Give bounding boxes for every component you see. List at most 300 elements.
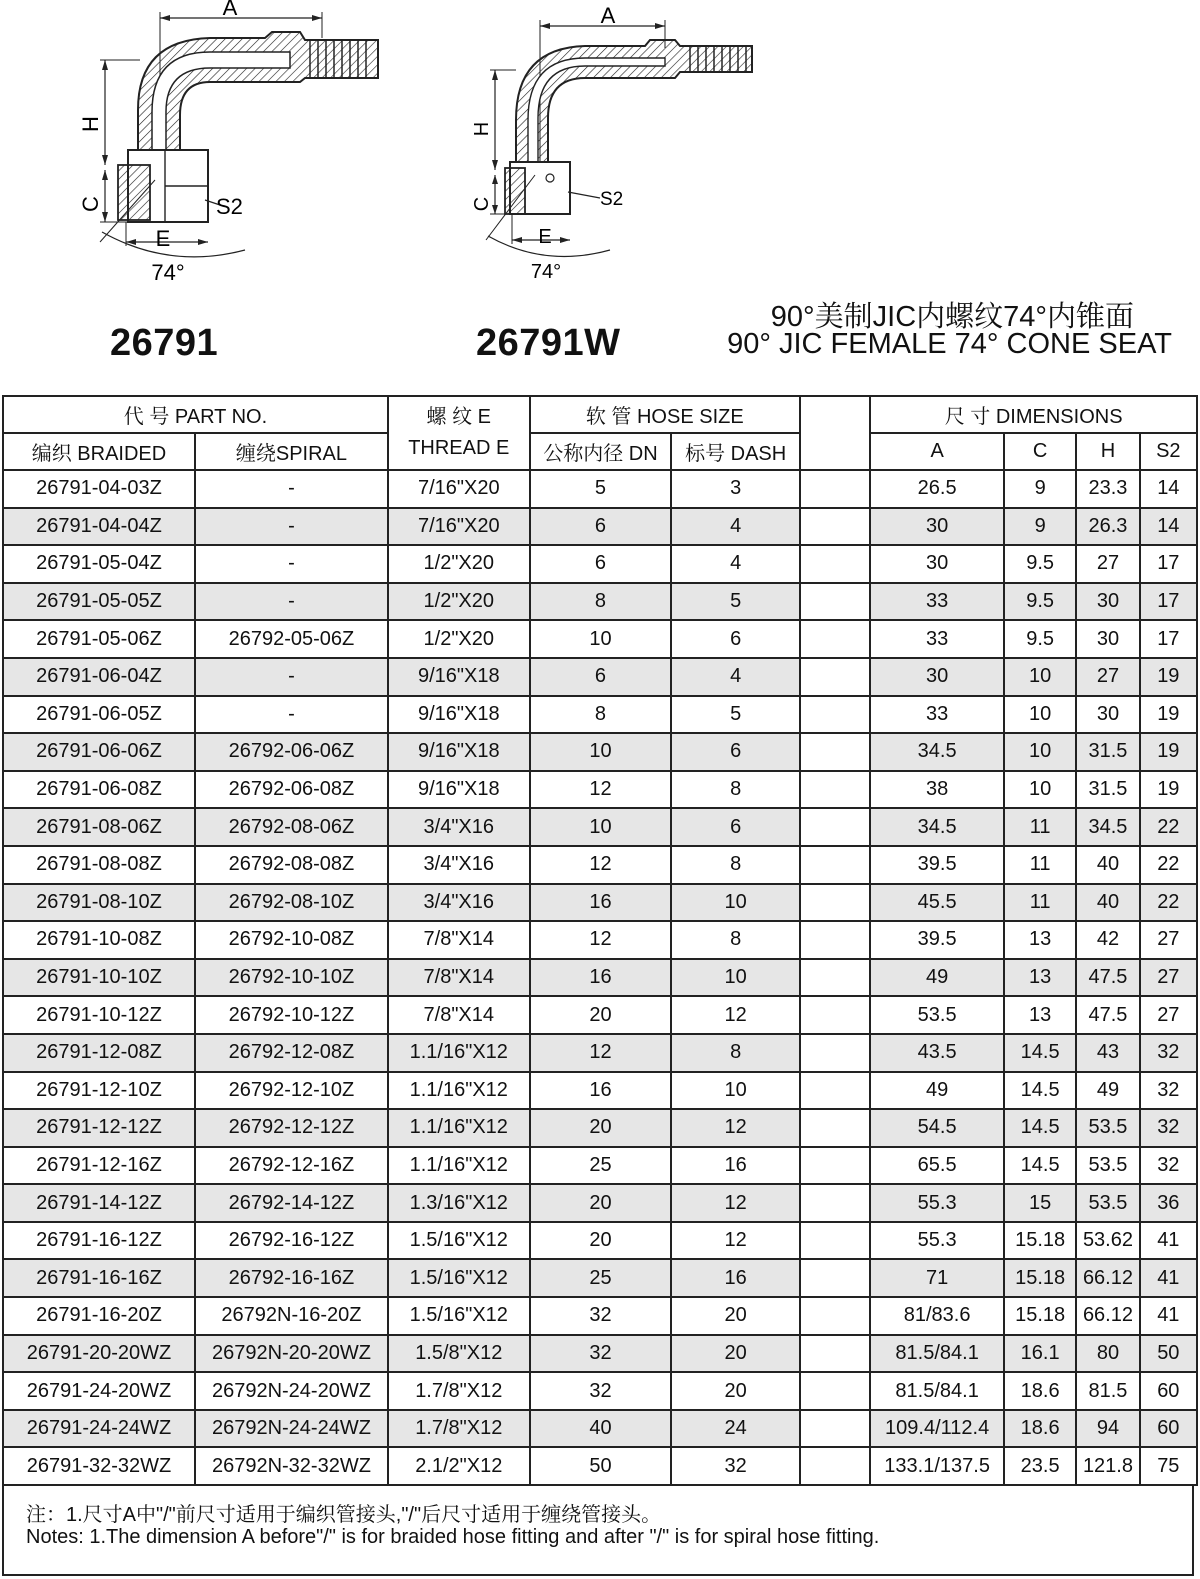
model-code-26791w: 26791W: [476, 322, 621, 364]
cell-s2: 19: [1140, 771, 1197, 809]
cell-dn: 50: [530, 1447, 672, 1485]
cell-blank: [800, 808, 870, 846]
cell-spiral: 26792-08-06Z: [195, 808, 388, 846]
cell-spiral: -: [195, 583, 388, 621]
cell-dn: 20: [530, 1222, 672, 1260]
cell-dash: 20: [671, 1372, 800, 1410]
header-spiral: 缠绕SPIRAL: [195, 433, 388, 470]
table-row: [3, 1335, 1197, 1373]
cell-braided: 26791-08-06Z: [3, 808, 195, 846]
cell-thread: 9/16"X18: [388, 696, 530, 734]
cell-h: 49: [1076, 1072, 1139, 1110]
cell-a: 65.5: [870, 1147, 1004, 1185]
cell-a: 81/83.6: [870, 1297, 1004, 1335]
cell-dn: 10: [530, 808, 672, 846]
cell-h: 31.5: [1076, 771, 1139, 809]
dim-e-label: E: [538, 226, 552, 248]
cell-thread: 7/8"X14: [388, 921, 530, 959]
cell-dash: 5: [671, 696, 800, 734]
cell-c: 9.5: [1004, 545, 1076, 583]
header-dimensions: 尺 寸 DIMENSIONS: [870, 396, 1197, 433]
cell-dn: 25: [530, 1259, 672, 1297]
table-row: [3, 733, 1197, 771]
cell-braided: 26791-10-12Z: [3, 996, 195, 1034]
cell-dash: 4: [671, 545, 800, 583]
cell-thread: 1.5/16"X12: [388, 1297, 530, 1335]
cell-c: 23.5: [1004, 1447, 1076, 1485]
angle-label: 74°: [151, 260, 185, 285]
cell-dash: 6: [671, 620, 800, 658]
cell-a: 39.5: [870, 846, 1004, 884]
cell-thread: 9/16"X18: [388, 771, 530, 809]
cell-thread: 1.7/8"X12: [388, 1410, 530, 1448]
header-a: A: [870, 433, 1004, 470]
cell-spiral: 26792-10-12Z: [195, 996, 388, 1034]
dim-a-label: A: [222, 0, 238, 20]
cell-s2: 14: [1140, 470, 1197, 508]
header-thread: [388, 396, 530, 470]
cell-h: 53.5: [1076, 1147, 1139, 1185]
cell-c: 11: [1004, 846, 1076, 884]
cell-dn: 32: [530, 1297, 672, 1335]
cell-c: 18.6: [1004, 1410, 1076, 1448]
cell-blank: [800, 1222, 870, 1260]
cell-s2: 22: [1140, 808, 1197, 846]
cell-s2: 27: [1140, 996, 1197, 1034]
table-row: [3, 921, 1197, 959]
cell-blank: [800, 959, 870, 997]
cell-spiral: 26792N-32-32WZ: [195, 1447, 388, 1485]
table-row: [3, 1372, 1197, 1410]
cell-thread: 2.1/2"X12: [388, 1447, 530, 1485]
cell-dn: 32: [530, 1335, 672, 1373]
header-hose-size: 软 管 HOSE SIZE: [530, 396, 800, 433]
cell-blank: [800, 1072, 870, 1110]
cell-a: 49: [870, 959, 1004, 997]
cell-a: 53.5: [870, 996, 1004, 1034]
cell-dash: 12: [671, 1184, 800, 1222]
cell-spiral: 26792-08-08Z: [195, 846, 388, 884]
header-blank: [800, 396, 870, 470]
table-row: [3, 1297, 1197, 1335]
cell-dash: 5: [671, 583, 800, 621]
cell-dash: 3: [671, 470, 800, 508]
table-row: [3, 808, 1197, 846]
cell-s2: 22: [1140, 884, 1197, 922]
cell-s2: 41: [1140, 1297, 1197, 1335]
cell-a: 34.5: [870, 733, 1004, 771]
table-row: [3, 696, 1197, 734]
cell-c: 13: [1004, 996, 1076, 1034]
cell-blank: [800, 1259, 870, 1297]
cell-thread: 7/16"X20: [388, 470, 530, 508]
cell-dn: 12: [530, 771, 672, 809]
dim-a-label: A: [600, 3, 616, 28]
cell-spiral: 26792-06-06Z: [195, 733, 388, 771]
cell-thread: 7/16"X20: [388, 508, 530, 546]
cell-spiral: 26792-10-10Z: [195, 959, 388, 997]
cell-braided: 26791-06-08Z: [3, 771, 195, 809]
cell-braided: 26791-08-08Z: [3, 846, 195, 884]
cell-blank: [800, 996, 870, 1034]
table-row: [3, 1410, 1197, 1448]
cell-c: 16.1: [1004, 1335, 1076, 1373]
cell-c: 9.5: [1004, 583, 1076, 621]
cell-blank: [800, 1034, 870, 1072]
table-row: [3, 884, 1197, 922]
cell-c: 9.5: [1004, 620, 1076, 658]
cell-braided: 26791-05-04Z: [3, 545, 195, 583]
fitting-drawing-26791w: [450, 0, 770, 290]
table-row: [3, 996, 1197, 1034]
cell-s2: 32: [1140, 1072, 1197, 1110]
cell-blank: [800, 545, 870, 583]
cell-dn: 8: [530, 696, 672, 734]
cell-thread: 3/4"X16: [388, 846, 530, 884]
cell-blank: [800, 733, 870, 771]
cell-thread: 1.1/16"X12: [388, 1147, 530, 1185]
note-cn: 注：1.尺寸A中"/"前尺寸适用于编织管接头,"/"后尺寸适用于缠绕管接头。: [26, 1504, 662, 1526]
cell-dash: 12: [671, 1109, 800, 1147]
cell-h: 40: [1076, 884, 1139, 922]
fitting-drawing-26791: [60, 0, 400, 290]
cell-s2: 32: [1140, 1147, 1197, 1185]
cell-blank: [800, 846, 870, 884]
cell-spiral: -: [195, 508, 388, 546]
cell-s2: 36: [1140, 1184, 1197, 1222]
cell-braided: 26791-08-10Z: [3, 884, 195, 922]
cell-dn: 16: [530, 959, 672, 997]
cell-dn: 16: [530, 884, 672, 922]
cell-thread: 1.5/8"X12: [388, 1335, 530, 1373]
cell-braided: 26791-14-12Z: [3, 1184, 195, 1222]
cell-dn: 5: [530, 470, 672, 508]
cell-blank: [800, 1184, 870, 1222]
cell-c: 10: [1004, 658, 1076, 696]
cell-c: 15.18: [1004, 1297, 1076, 1335]
cell-braided: 26791-16-20Z: [3, 1297, 195, 1335]
table-row: [3, 1222, 1197, 1260]
cell-dash: 10: [671, 884, 800, 922]
cell-h: 23.3: [1076, 470, 1139, 508]
cell-a: 55.3: [870, 1184, 1004, 1222]
cell-braided: 26791-16-16Z: [3, 1259, 195, 1297]
cell-spiral: 26792-10-08Z: [195, 921, 388, 959]
cell-blank: [800, 771, 870, 809]
cell-dn: 8: [530, 583, 672, 621]
note-en: Notes: 1.The dimension A before"/" is for braided hose fitting and after "/" is for spiral hose fitting.: [26, 1526, 880, 1548]
cell-h: 26.3: [1076, 508, 1139, 546]
cell-dash: 8: [671, 921, 800, 959]
table-row: [3, 620, 1197, 658]
cell-blank: [800, 921, 870, 959]
header-s2: S2: [1140, 433, 1197, 470]
cell-spiral: 26792-16-16Z: [195, 1259, 388, 1297]
cell-spiral: 26792-05-06Z: [195, 620, 388, 658]
cell-thread: 3/4"X16: [388, 884, 530, 922]
cell-spiral: 26792-12-16Z: [195, 1147, 388, 1185]
cell-h: 53.5: [1076, 1184, 1139, 1222]
cell-spiral: 26792N-16-20Z: [195, 1297, 388, 1335]
header-h: H: [1076, 433, 1139, 470]
cell-dn: 6: [530, 545, 672, 583]
cell-a: 45.5: [870, 884, 1004, 922]
cell-s2: 27: [1140, 921, 1197, 959]
cell-spiral: -: [195, 545, 388, 583]
cell-a: 30: [870, 545, 1004, 583]
cell-h: 30: [1076, 620, 1139, 658]
cell-s2: 22: [1140, 846, 1197, 884]
cell-a: 71: [870, 1259, 1004, 1297]
cell-h: 47.5: [1076, 996, 1139, 1034]
cell-s2: 41: [1140, 1259, 1197, 1297]
table-row: [3, 1147, 1197, 1185]
cell-thread: 1.1/16"X12: [388, 1109, 530, 1147]
cell-spiral: 26792N-24-20WZ: [195, 1372, 388, 1410]
cell-braided: 26791-06-04Z: [3, 658, 195, 696]
cell-h: 80: [1076, 1335, 1139, 1373]
cell-c: 9: [1004, 508, 1076, 546]
angle-label: 74°: [530, 261, 562, 283]
cell-dn: 10: [530, 620, 672, 658]
cell-h: 81.5: [1076, 1372, 1139, 1410]
cell-dn: 40: [530, 1410, 672, 1448]
cell-s2: 19: [1140, 733, 1197, 771]
cell-blank: [800, 1447, 870, 1485]
cell-thread: 1.3/16"X12: [388, 1184, 530, 1222]
cell-blank: [800, 508, 870, 546]
table-row: [3, 1184, 1197, 1222]
cell-spiral: 26792-14-12Z: [195, 1184, 388, 1222]
cell-h: 66.12: [1076, 1259, 1139, 1297]
cell-braided: 26791-16-12Z: [3, 1222, 195, 1260]
cell-dash: 8: [671, 771, 800, 809]
cell-braided: 26791-20-20WZ: [3, 1335, 195, 1373]
cell-c: 10: [1004, 771, 1076, 809]
cell-dn: 25: [530, 1147, 672, 1185]
cell-h: 30: [1076, 696, 1139, 734]
cell-c: 11: [1004, 808, 1076, 846]
cell-dn: 12: [530, 1034, 672, 1072]
cell-spiral: 26792-12-12Z: [195, 1109, 388, 1147]
cell-a: 33: [870, 696, 1004, 734]
cell-blank: [800, 1372, 870, 1410]
cell-a: 30: [870, 508, 1004, 546]
cell-blank: [800, 884, 870, 922]
cell-spiral: -: [195, 658, 388, 696]
cell-h: 47.5: [1076, 959, 1139, 997]
table-row: [3, 470, 1197, 508]
cell-a: 54.5: [870, 1109, 1004, 1147]
cell-h: 30: [1076, 583, 1139, 621]
header-thread-cn: 螺 纹 E: [426, 406, 491, 428]
header-part-no: 代 号 PART NO.: [3, 396, 388, 433]
cell-spiral: 26792-16-12Z: [195, 1222, 388, 1260]
cell-a: 55.3: [870, 1222, 1004, 1260]
cell-dn: 6: [530, 508, 672, 546]
cell-braided: 26791-10-08Z: [3, 921, 195, 959]
cell-thread: 1/2"X20: [388, 583, 530, 621]
table-row: [3, 583, 1197, 621]
cell-braided: 26791-06-06Z: [3, 733, 195, 771]
cell-a: 81.5/84.1: [870, 1335, 1004, 1373]
cell-h: 43: [1076, 1034, 1139, 1072]
cell-a: 133.1/137.5: [870, 1447, 1004, 1485]
cell-dash: 10: [671, 1072, 800, 1110]
cell-s2: 19: [1140, 696, 1197, 734]
cell-thread: 1.7/8"X12: [388, 1372, 530, 1410]
table-row: [3, 1109, 1197, 1147]
cell-braided: 26791-24-24WZ: [3, 1410, 195, 1448]
cell-c: 13: [1004, 921, 1076, 959]
cell-a: 81.5/84.1: [870, 1372, 1004, 1410]
cell-s2: 14: [1140, 508, 1197, 546]
cell-a: 33: [870, 620, 1004, 658]
cell-braided: 26791-04-04Z: [3, 508, 195, 546]
cell-dash: 8: [671, 1034, 800, 1072]
cell-dash: 6: [671, 808, 800, 846]
dim-s2-label: S2: [600, 189, 624, 210]
cell-a: 30: [870, 658, 1004, 696]
model-code-26791: 26791: [110, 322, 219, 364]
cell-dn: 20: [530, 1109, 672, 1147]
cell-braided: 26791-05-06Z: [3, 620, 195, 658]
cell-thread: 1.1/16"X12: [388, 1034, 530, 1072]
cell-spiral: -: [195, 470, 388, 508]
cell-dn: 32: [530, 1372, 672, 1410]
dim-s2-label: S2: [216, 194, 243, 219]
cell-spiral: -: [195, 696, 388, 734]
cell-thread: 1.5/16"X12: [388, 1259, 530, 1297]
cell-h: 94: [1076, 1410, 1139, 1448]
cell-c: 14.5: [1004, 1072, 1076, 1110]
cell-h: 53.5: [1076, 1109, 1139, 1147]
cell-s2: 32: [1140, 1034, 1197, 1072]
product-title-cn: 90°美制JIC内螺纹74°内锥面: [770, 301, 1134, 333]
cell-braided: 26791-24-20WZ: [3, 1372, 195, 1410]
cell-c: 11: [1004, 884, 1076, 922]
cell-dash: 20: [671, 1335, 800, 1373]
cell-s2: 17: [1140, 620, 1197, 658]
cell-spiral: 26792-12-08Z: [195, 1034, 388, 1072]
cell-braided: 26791-04-03Z: [3, 470, 195, 508]
cell-s2: 41: [1140, 1222, 1197, 1260]
cell-a: 49: [870, 1072, 1004, 1110]
cell-blank: [800, 1335, 870, 1373]
dim-c-label: C: [78, 196, 103, 212]
cell-c: 15.18: [1004, 1259, 1076, 1297]
cell-dash: 12: [671, 996, 800, 1034]
dim-h-label: H: [78, 116, 103, 132]
cell-dn: 20: [530, 1184, 672, 1222]
cell-dash: 4: [671, 658, 800, 696]
spec-table-body: [3, 470, 1197, 1485]
header-dn: 公称内径 DN: [530, 433, 672, 470]
cell-dash: 12: [671, 1222, 800, 1260]
cell-h: 27: [1076, 545, 1139, 583]
cell-braided: 26791-12-12Z: [3, 1109, 195, 1147]
cell-s2: 19: [1140, 658, 1197, 696]
dim-h-label: H: [471, 121, 493, 137]
cell-h: 40: [1076, 846, 1139, 884]
cell-dash: 4: [671, 508, 800, 546]
table-row: [3, 1259, 1197, 1297]
cell-s2: 17: [1140, 545, 1197, 583]
cell-spiral: 26792N-24-24WZ: [195, 1410, 388, 1448]
cell-c: 14.5: [1004, 1109, 1076, 1147]
cell-dash: 24: [671, 1410, 800, 1448]
cell-dash: 8: [671, 846, 800, 884]
cell-s2: 50: [1140, 1335, 1197, 1373]
cell-spiral: 26792-08-10Z: [195, 884, 388, 922]
cell-c: 10: [1004, 733, 1076, 771]
cell-c: 15: [1004, 1184, 1076, 1222]
notes-box: [2, 1486, 1194, 1576]
dim-c-label: C: [471, 196, 493, 212]
cell-spiral: 26792-12-10Z: [195, 1072, 388, 1110]
cell-braided: 26791-12-16Z: [3, 1147, 195, 1185]
cell-dn: 6: [530, 658, 672, 696]
cell-a: 26.5: [870, 470, 1004, 508]
cell-thread: 1/2"X20: [388, 620, 530, 658]
header-thread-en: THREAD E: [408, 437, 510, 459]
cell-a: 33: [870, 583, 1004, 621]
cell-s2: 60: [1140, 1372, 1197, 1410]
cell-c: 15.18: [1004, 1222, 1076, 1260]
cell-a: 43.5: [870, 1034, 1004, 1072]
cell-blank: [800, 620, 870, 658]
cell-c: 9: [1004, 470, 1076, 508]
cell-spiral: 26792-06-08Z: [195, 771, 388, 809]
cell-s2: 27: [1140, 959, 1197, 997]
cell-thread: 3/4"X16: [388, 808, 530, 846]
cell-blank: [800, 1109, 870, 1147]
cell-dn: 20: [530, 996, 672, 1034]
cell-braided: 26791-06-05Z: [3, 696, 195, 734]
cell-dash: 16: [671, 1259, 800, 1297]
cell-braided: 26791-10-10Z: [3, 959, 195, 997]
cell-s2: 60: [1140, 1410, 1197, 1448]
cell-dash: 10: [671, 959, 800, 997]
cell-braided: 26791-32-32WZ: [3, 1447, 195, 1485]
cell-dash: 20: [671, 1297, 800, 1335]
cell-dn: 16: [530, 1072, 672, 1110]
cell-a: 39.5: [870, 921, 1004, 959]
cell-blank: [800, 583, 870, 621]
table-row: [3, 1072, 1197, 1110]
cell-c: 10: [1004, 696, 1076, 734]
cell-h: 27: [1076, 658, 1139, 696]
table-row: [3, 1447, 1197, 1485]
cell-thread: 1/2"X20: [388, 545, 530, 583]
cell-c: 13: [1004, 959, 1076, 997]
cell-s2: 75: [1140, 1447, 1197, 1485]
cell-dash: 16: [671, 1147, 800, 1185]
cell-thread: 7/8"X14: [388, 959, 530, 997]
cell-h: 121.8: [1076, 1447, 1139, 1485]
cell-dash: 6: [671, 733, 800, 771]
cell-thread: 9/16"X18: [388, 733, 530, 771]
table-row: [3, 1034, 1197, 1072]
cell-h: 31.5: [1076, 733, 1139, 771]
cell-dash: 32: [671, 1447, 800, 1485]
header-c: C: [1004, 433, 1076, 470]
cell-thread: 7/8"X14: [388, 996, 530, 1034]
cell-blank: [800, 470, 870, 508]
product-title-en: 90° JIC FEMALE 74° CONE SEAT: [727, 328, 1172, 360]
cell-blank: [800, 1147, 870, 1185]
cell-thread: 1.1/16"X12: [388, 1072, 530, 1110]
